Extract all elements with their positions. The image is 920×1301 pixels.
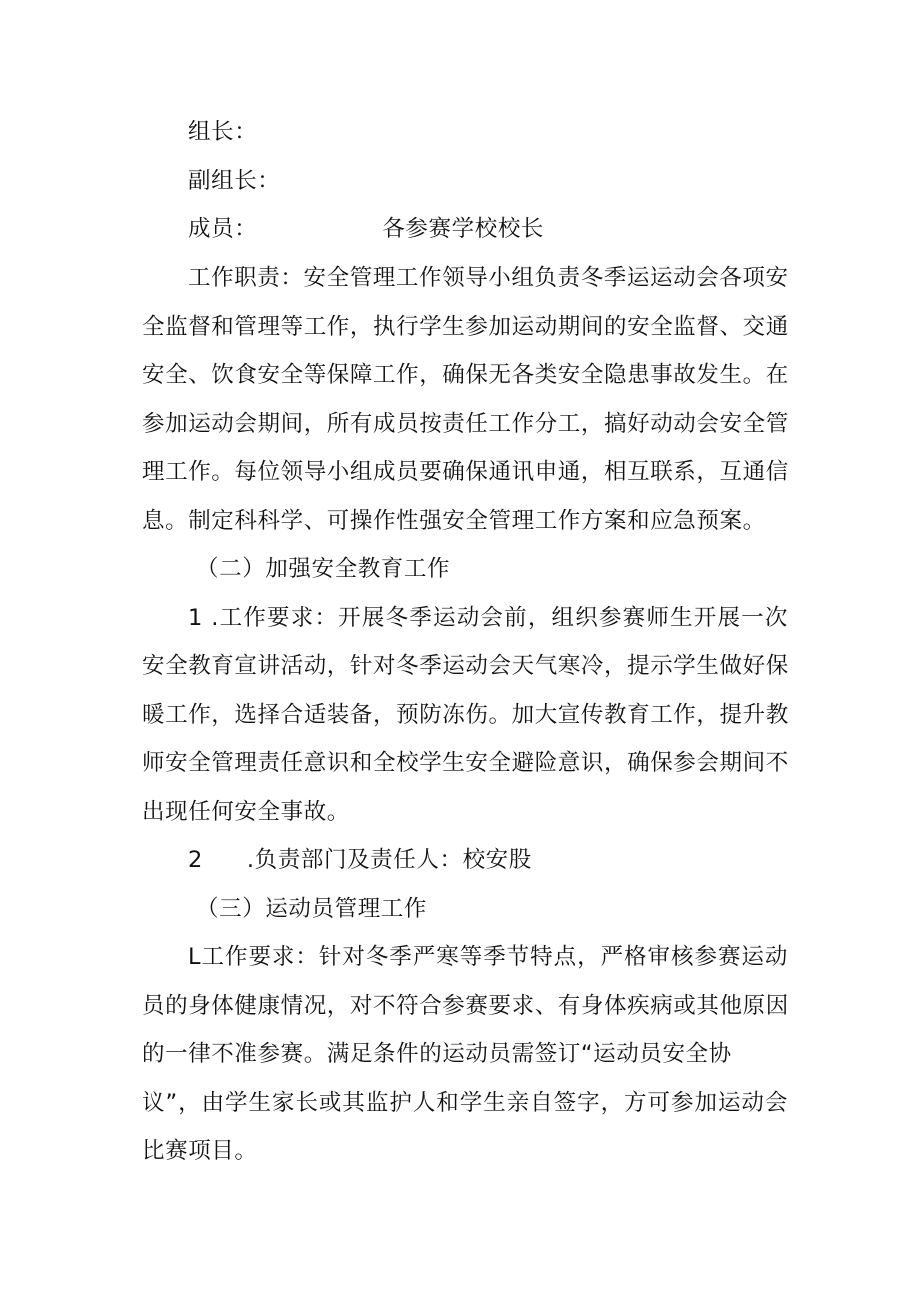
section2-item1-line-1: 1 .工作要求：开展冬季运动会前，组织参赛师生开展一次 xyxy=(188,605,788,631)
section3-item1-line-5: 比赛项目。 xyxy=(142,1138,258,1164)
leader-label: 组长： xyxy=(188,119,258,145)
section2-heading: （二）加强安全教育工作 xyxy=(196,556,451,582)
members-label: 成员： xyxy=(188,216,258,242)
section3-item1-line-3: 的一律不准参赛。满足条件的运动员需签订“运动员安全协 xyxy=(142,1041,732,1067)
deputy-leader-label: 副组长： xyxy=(188,168,281,194)
section3-item1-line-1: L工作要求：针对冬季严寒等季节特点，严格审核参赛运动 xyxy=(188,944,788,970)
section3-item1-line-2: 员的身体健康情况，对不符合参赛要求、有身体疾病或其他原因 xyxy=(142,993,789,1019)
duties-line-5: 理工作。每位领导小组成员要确保通讯申通，相互联系，互通信 xyxy=(142,459,789,485)
duties-line-2: 全监督和管理等工作，执行学生参加运动期间的安全监督、交通 xyxy=(142,314,789,340)
duties-line-4: 参加运动会期间，所有成员按责任工作分工，搞好动动会安全管 xyxy=(142,411,789,437)
section2-item1-line-3: 暖工作，选择合适装备，预防冻伤。加大宣传教育工作，提升教 xyxy=(142,702,789,728)
section2-item1-line-4: 师安全管理责任意识和全校学生安全避险意识，确保参会期间不 xyxy=(142,750,789,776)
section3-heading: （三）运动员管理工作 xyxy=(196,896,428,922)
duties-line-1: 工作职责：安全管理工作领导小组负责冬季运运动会各项安 xyxy=(188,265,789,291)
section2-item1-line-2: 安全教育宣讲活动，针对冬季运动会天气寒冷，提示学生做好保 xyxy=(142,653,789,679)
section2-item2-text: .负责部门及责任人：校安股 xyxy=(246,847,532,873)
duties-line-6: 息。制定科科学、可操作性强安全管理工作方案和应急预案。 xyxy=(142,508,766,534)
section2-item1-line-5: 出现任何安全事故。 xyxy=(142,799,350,825)
section2-item2 xyxy=(188,846,834,874)
duties-line-3: 安全、饮食安全等保障工作，确保无各类安全隐患事故发生。在 xyxy=(142,362,789,388)
section2-item2-number: 2 xyxy=(188,847,203,873)
members-row xyxy=(188,215,834,243)
section3-item1-line-4: 议”，由学生家长或其监护人和学生亲自签字，方可参加运动会 xyxy=(142,1090,788,1116)
members-value: 各参赛学校校长 xyxy=(382,216,545,242)
